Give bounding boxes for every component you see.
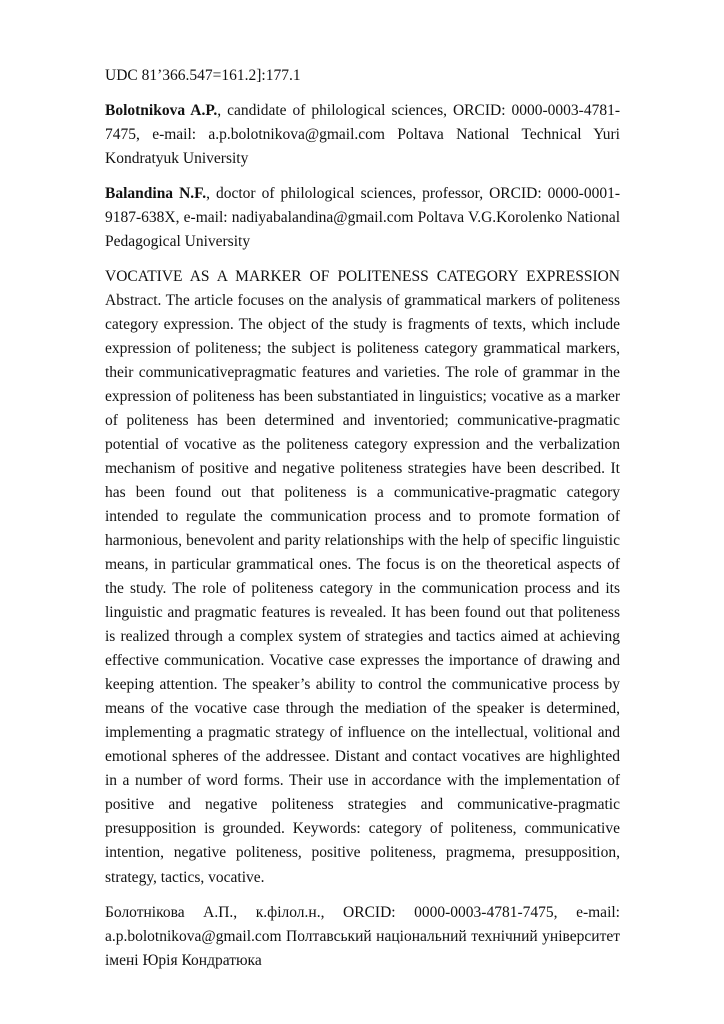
author-name-2: Balandina N.F. <box>105 185 207 203</box>
udc-line: UDC 81’366.547=161.2]:177.1 <box>105 67 301 84</box>
abstract-text: Abstract. The article focuses on the analysis of grammatical markers of politeness category expression. The object of the study is fragments of texts, which include expression of politeness; the subject is politeness category grammatical markers, their communicativepragmatic features and varieties. The role of grammar in the expression of politeness has been substantiated in linguistics; vocative as a marker of politeness has been determined and inventoried; communicative-pragmatic potential of vocative as the politeness category expression and the verbalization mechanism of positive and negative politeness strategies have been described. It has been found out that politeness is a communicative-pragmatic category intended to regulate the communication process and to promote formation of harmonious, benevolent and parity relationships with the help of specific linguistic means, in particular grammatical ones. The focus is on the theoretical aspects of the study. The role of politeness category in the communication process and its linguistic and pragmatic features is revealed. It has been found out that politeness is realized through a complex system of strategies and tactics aimed at achieving effective communication. Vocative case expresses the importance of drawing and keeping attention. The speaker’s ability to control the communicative process by means of the vocative case through the mediation of the speaker is determined, implementing a pragmatic strategy of influence on the intellectual, volitional and emotional spheres of the addressee. Distant and contact vocatives are highlighted in a number of word forms. Their use in accordance with the implementation of positive and negative politeness strategies and communicative-pragmatic presupposition is grounded. Keywords: category of politeness, communicative intention, negative politeness, positive politeness, pragmema, presupposition, strategy, tactics, vocative. <box>105 292 620 886</box>
author-block-1 <box>105 99 620 171</box>
author-block-2 <box>105 182 620 254</box>
author-name-1: Bolotnikova A.P. <box>105 102 218 120</box>
title-abstract-paragraph <box>105 265 620 889</box>
author-details-1: , candidate of philological sciences, ORCID: 0000-0003-4781-7475, e-mail: a.p.bolotnikova@gmail.com Poltava National Technical Yuri Kondratyuk University <box>105 102 620 168</box>
paper-title: VOCATIVE AS A MARKER OF POLITENESS CATEGORY EXPRESSION <box>105 268 620 286</box>
ukrainian-author-block: Болотнікова А.П., к.філол.н., ORCID: 0000-0003-4781-7475, e-mail: a.p.bolotnikova@gmail.com Полтавський національний технічний університет імені Юрія Кондратюка <box>105 903 620 969</box>
author-details-2: , doctor of philological sciences, professor, ORCID: 0000-0001-9187-638X, e-mail: nadiyabalandina@gmail.com Poltava V.G.Korolenko National Pedagogical University <box>105 185 620 251</box>
